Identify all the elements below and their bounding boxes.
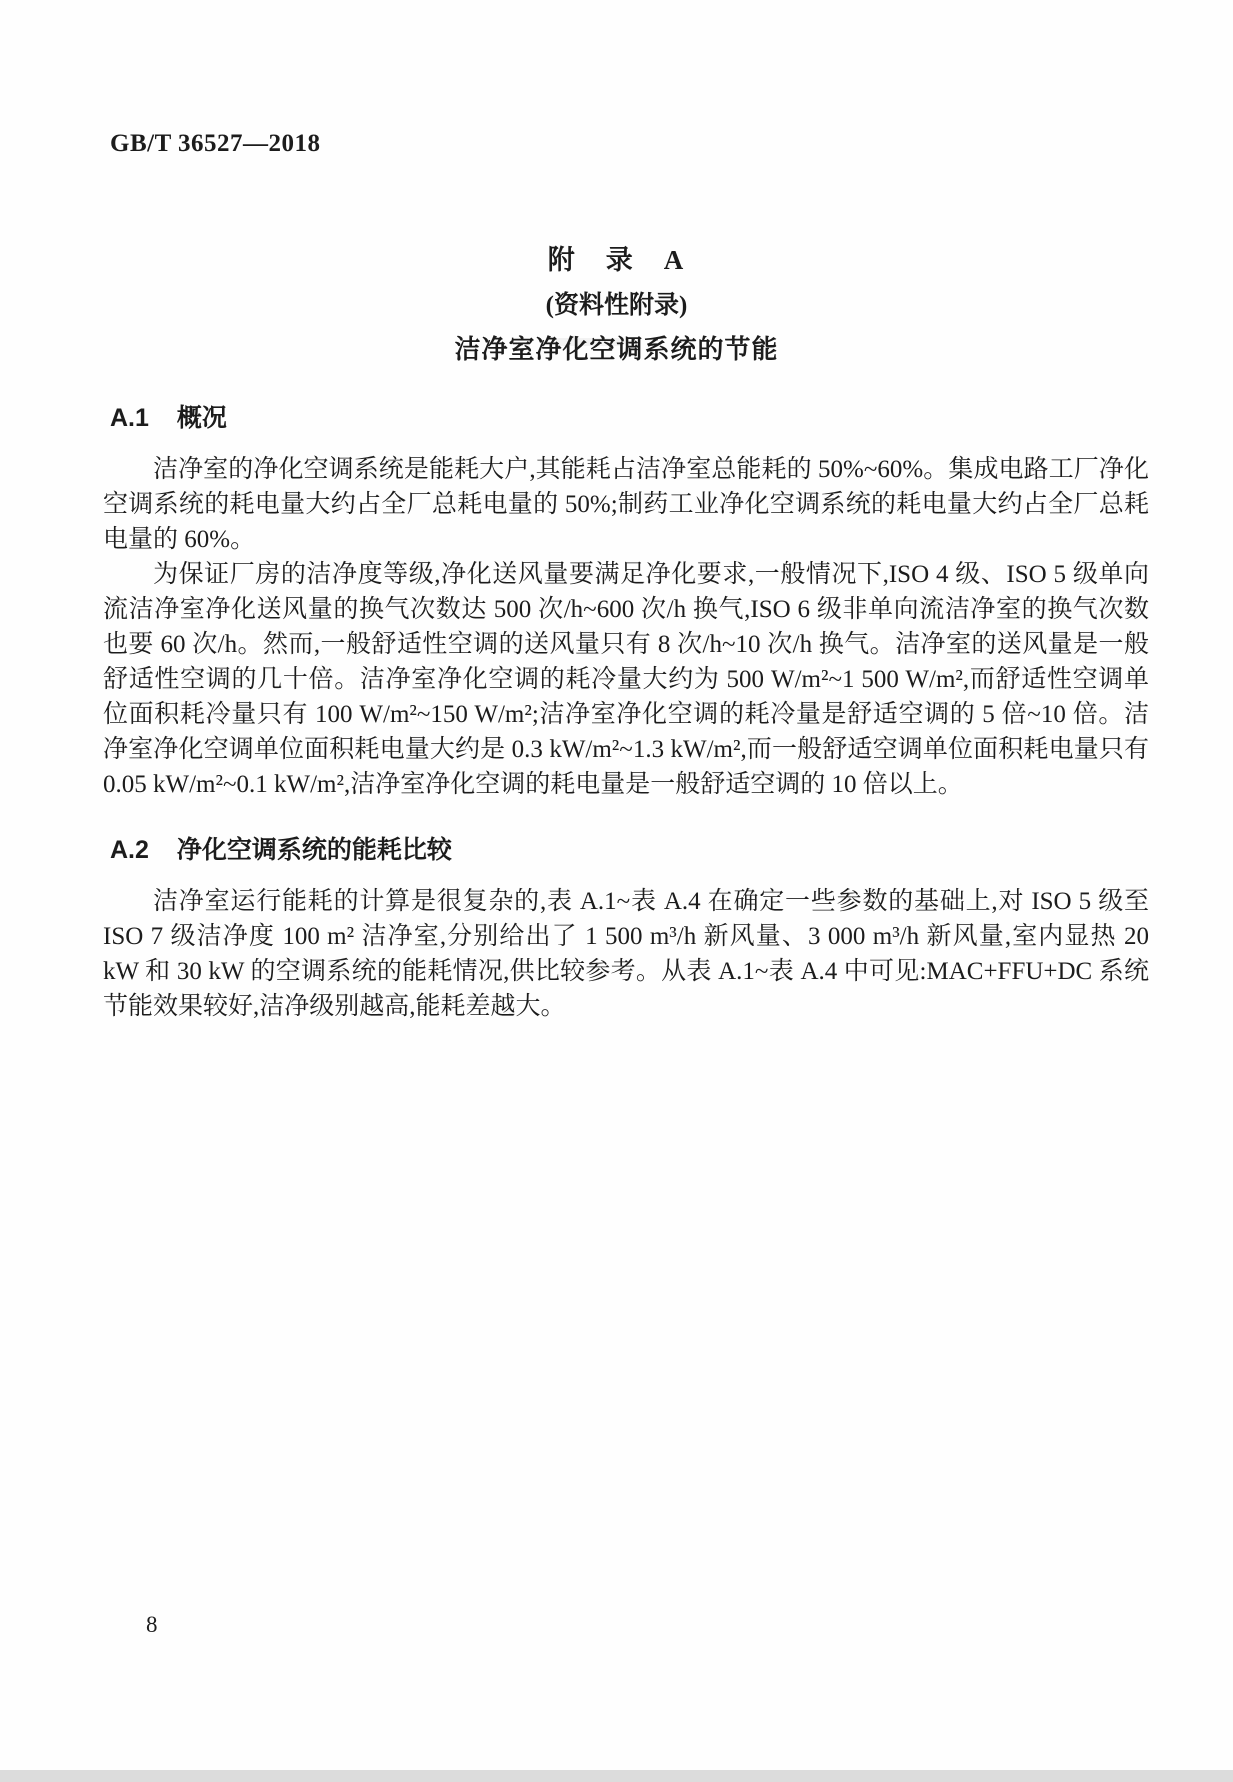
section-title: 净化空调系统的能耗比较 [176, 836, 452, 864]
section-number: A.1 [110, 404, 149, 432]
paragraph: 洁净室的净化空调系统是能耗大户,其能耗占洁净室总能耗的 50%~60%。集成电路工厂净化空调系统的耗电量大约占全厂总耗电量的 50%;制药工业净化空调系统的耗电量大约占全厂总耗电量的 60%。 [103, 456, 1149, 553]
appendix-subtitle-informative: (资料性附录) [545, 292, 688, 319]
section-heading-a1 [110, 398, 227, 434]
appendix-title [0, 238, 1233, 374]
paragraph: 为保证厂房的洁净度等级,净化送风量要满足净化要求,一般情况下,ISO 4 级、ISO 5 级单向流洁净室净化送风量的换气次数达 500 次/h~600 次/h 换气,ISO 6 级非单向流洁净室的换气次数也要 60 次/h。然而,一般舒适性空调的送风量只有 8 次/h~10 次/h 换气。洁净室的送风量是一般舒适性空调的几十倍。洁净室净化空调的耗冷量大约为 500 W/m²~1 500 W/m²,而舒适性空调单位面积耗冷量只有 100 W/m²~150 W/m²;洁净室净化空调的耗冷量是舒适空调的 5 倍~10 倍。洁净室净化空调单位面积耗电量大约是 0.3 kW/m²~1.3 kW/m²,而一般舒适空调单位面积耗电量只有 0.05 kW/m²~0.1 kW/m²,洁净室净化空调的耗电量是一般舒适空调的 10 倍以上。 [103, 561, 1149, 798]
section-a1-body [103, 452, 1149, 802]
section-number: A.2 [110, 836, 149, 864]
section-title: 概况 [176, 404, 227, 432]
page-number: 8 [146, 1612, 158, 1637]
section-a2-body [103, 884, 1149, 1024]
standard-number: GB/T 36527—2018 [110, 130, 321, 157]
appendix-title-line: 附 录 A [547, 245, 686, 275]
scan-edge-strip [0, 1770, 1233, 1782]
appendix-subject-title: 洁净室净化空调系统的节能 [454, 335, 779, 364]
section-heading-a2 [110, 830, 452, 866]
paragraph: 洁净室运行能耗的计算是很复杂的,表 A.1~表 A.4 在确定一些参数的基础上,对 ISO 5 级至 ISO 7 级洁净度 100 m² 洁净室,分别给出了 1 500 m³/h 新风量、3 000 m³/h 新风量,室内显热 20 kW 和 30 kW 的空调系统的能耗情况,供比较参考。从表 A.1~表 A.4 中可见:MAC+FFU+DC 系统节能效果较好,洁净级别越高,能耗差越大。 [103, 888, 1149, 1020]
